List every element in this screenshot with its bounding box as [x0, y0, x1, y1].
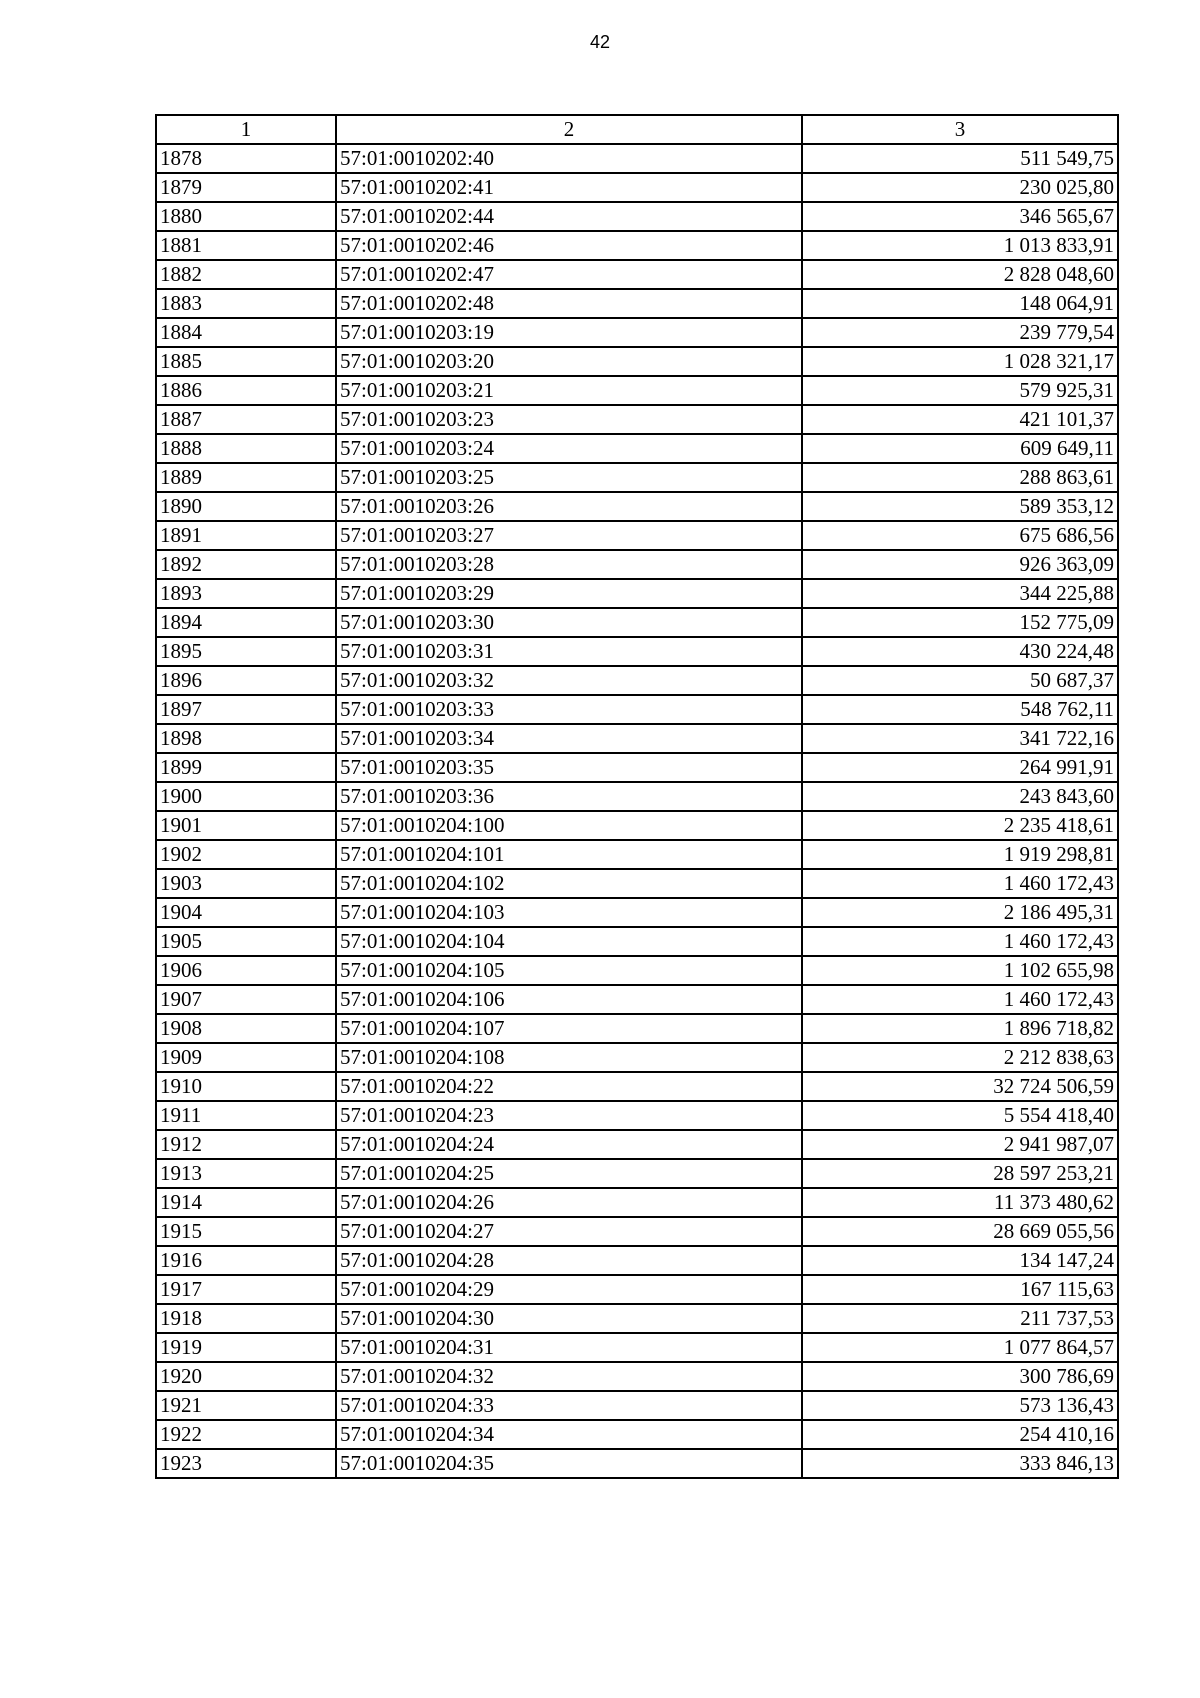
table-row: [156, 1072, 1118, 1101]
table-row: [156, 550, 1118, 579]
row-number: 1914: [156, 1188, 336, 1217]
cadastral-number: 57:01:0010204:103: [336, 898, 802, 927]
row-number: 1889: [156, 463, 336, 492]
column-header-3: 3: [802, 115, 1118, 144]
table-row: [156, 1159, 1118, 1188]
row-number: 1908: [156, 1014, 336, 1043]
cadastral-value: 511 549,75: [802, 144, 1118, 173]
table-row: [156, 898, 1118, 927]
cadastral-value: 2 941 987,07: [802, 1130, 1118, 1159]
cadastral-number: 57:01:0010204:22: [336, 1072, 802, 1101]
row-number: 1897: [156, 695, 336, 724]
row-number: 1887: [156, 405, 336, 434]
table-row: [156, 173, 1118, 202]
cadastral-number: 57:01:0010203:24: [336, 434, 802, 463]
row-number: 1910: [156, 1072, 336, 1101]
cadastral-number: 57:01:0010203:32: [336, 666, 802, 695]
cadastral-number: 57:01:0010204:24: [336, 1130, 802, 1159]
cadastral-number: 57:01:0010203:23: [336, 405, 802, 434]
table-row: [156, 521, 1118, 550]
cadastral-number: 57:01:0010202:46: [336, 231, 802, 260]
row-number: 1898: [156, 724, 336, 753]
table-row: [156, 202, 1118, 231]
cadastral-value: 1 460 172,43: [802, 927, 1118, 956]
row-number: 1904: [156, 898, 336, 927]
cadastral-number: 57:01:0010203:19: [336, 318, 802, 347]
table-row: [156, 1362, 1118, 1391]
row-number: 1882: [156, 260, 336, 289]
row-number: 1899: [156, 753, 336, 782]
row-number: 1884: [156, 318, 336, 347]
row-number: 1918: [156, 1304, 336, 1333]
table-row: [156, 231, 1118, 260]
cadastral-value: 32 724 506,59: [802, 1072, 1118, 1101]
cadastral-value: 1 028 321,17: [802, 347, 1118, 376]
cadastral-value: 254 410,16: [802, 1420, 1118, 1449]
cadastral-value: 1 102 655,98: [802, 956, 1118, 985]
row-number: 1883: [156, 289, 336, 318]
row-number: 1880: [156, 202, 336, 231]
cadastral-number: 57:01:0010204:26: [336, 1188, 802, 1217]
cadastral-number: 57:01:0010204:101: [336, 840, 802, 869]
cadastral-number: 57:01:0010203:25: [336, 463, 802, 492]
row-number: 1923: [156, 1449, 336, 1478]
column-header-2: 2: [336, 115, 802, 144]
cadastral-value: 2 235 418,61: [802, 811, 1118, 840]
cadastral-number: 57:01:0010204:106: [336, 985, 802, 1014]
cadastral-value: 341 722,16: [802, 724, 1118, 753]
cadastral-value: 346 565,67: [802, 202, 1118, 231]
row-number: 1905: [156, 927, 336, 956]
cadastral-value: 264 991,91: [802, 753, 1118, 782]
cadastral-value: 11 373 480,62: [802, 1188, 1118, 1217]
row-number: 1879: [156, 173, 336, 202]
cadastral-value: 430 224,48: [802, 637, 1118, 666]
cadastral-number: 57:01:0010203:28: [336, 550, 802, 579]
cadastral-value-table: [155, 114, 1119, 1479]
table-row: [156, 579, 1118, 608]
page-number: 42: [589, 32, 611, 52]
cadastral-value: 421 101,37: [802, 405, 1118, 434]
table-row: [156, 666, 1118, 695]
row-number: 1893: [156, 579, 336, 608]
cadastral-value: 333 846,13: [802, 1449, 1118, 1478]
cadastral-number: 57:01:0010203:27: [336, 521, 802, 550]
cadastral-value: 1 077 864,57: [802, 1333, 1118, 1362]
table-row: [156, 1275, 1118, 1304]
table-row: [156, 1304, 1118, 1333]
table-header: [156, 115, 1118, 144]
cadastral-number: 57:01:0010203:30: [336, 608, 802, 637]
row-number: 1891: [156, 521, 336, 550]
cadastral-value: 548 762,11: [802, 695, 1118, 724]
row-number: 1912: [156, 1130, 336, 1159]
table-row: [156, 347, 1118, 376]
cadastral-number: 57:01:0010203:34: [336, 724, 802, 753]
cadastral-value: 926 363,09: [802, 550, 1118, 579]
row-number: 1906: [156, 956, 336, 985]
cadastral-value: 589 353,12: [802, 492, 1118, 521]
cadastral-value: 344 225,88: [802, 579, 1118, 608]
row-number: 1890: [156, 492, 336, 521]
row-number: 1916: [156, 1246, 336, 1275]
table-row: [156, 985, 1118, 1014]
row-number: 1911: [156, 1101, 336, 1130]
cadastral-value: 243 843,60: [802, 782, 1118, 811]
cadastral-number: 57:01:0010204:23: [336, 1101, 802, 1130]
table-row: [156, 463, 1118, 492]
table-body: [156, 144, 1118, 1478]
cadastral-number: 57:01:0010204:28: [336, 1246, 802, 1275]
table-row: [156, 869, 1118, 898]
cadastral-number: 57:01:0010202:40: [336, 144, 802, 173]
row-number: 1902: [156, 840, 336, 869]
row-number: 1896: [156, 666, 336, 695]
table-row: [156, 1130, 1118, 1159]
cadastral-value: 2 828 048,60: [802, 260, 1118, 289]
cadastral-value: 148 064,91: [802, 289, 1118, 318]
table-row: [156, 1420, 1118, 1449]
cadastral-number: 57:01:0010204:107: [336, 1014, 802, 1043]
cadastral-number: 57:01:0010203:29: [336, 579, 802, 608]
table-row: [156, 1217, 1118, 1246]
row-number: 1892: [156, 550, 336, 579]
row-number: 1915: [156, 1217, 336, 1246]
table-row: [156, 695, 1118, 724]
table-row: [156, 1188, 1118, 1217]
cadastral-value: 1 460 172,43: [802, 869, 1118, 898]
cadastral-value: 5 554 418,40: [802, 1101, 1118, 1130]
table-row: [156, 927, 1118, 956]
table-row: [156, 376, 1118, 405]
cadastral-number: 57:01:0010202:41: [336, 173, 802, 202]
cadastral-number: 57:01:0010204:35: [336, 1449, 802, 1478]
cadastral-number: 57:01:0010203:26: [336, 492, 802, 521]
row-number: 1878: [156, 144, 336, 173]
cadastral-number: 57:01:0010204:34: [336, 1420, 802, 1449]
table-row: [156, 1101, 1118, 1130]
cadastral-number: 57:01:0010204:102: [336, 869, 802, 898]
row-number: 1894: [156, 608, 336, 637]
cadastral-number: 57:01:0010202:47: [336, 260, 802, 289]
table-row: [156, 753, 1118, 782]
table-row: [156, 492, 1118, 521]
table-row: [156, 1014, 1118, 1043]
cadastral-number: 57:01:0010203:36: [336, 782, 802, 811]
cadastral-value: 675 686,56: [802, 521, 1118, 550]
cadastral-value: 288 863,61: [802, 463, 1118, 492]
row-number: 1917: [156, 1275, 336, 1304]
table-row: [156, 289, 1118, 318]
row-number: 1885: [156, 347, 336, 376]
cadastral-value: 134 147,24: [802, 1246, 1118, 1275]
cadastral-value: 1 013 833,91: [802, 231, 1118, 260]
table-row: [156, 637, 1118, 666]
table-row: [156, 260, 1118, 289]
cadastral-value: 1 919 298,81: [802, 840, 1118, 869]
cadastral-value: 211 737,53: [802, 1304, 1118, 1333]
cadastral-number: 57:01:0010204:32: [336, 1362, 802, 1391]
cadastral-number: 57:01:0010204:29: [336, 1275, 802, 1304]
cadastral-value: 579 925,31: [802, 376, 1118, 405]
cadastral-number: 57:01:0010204:27: [336, 1217, 802, 1246]
cadastral-value: 300 786,69: [802, 1362, 1118, 1391]
table-row: [156, 318, 1118, 347]
table-row: [156, 1043, 1118, 1072]
cadastral-value: 2 212 838,63: [802, 1043, 1118, 1072]
row-number: 1909: [156, 1043, 336, 1072]
table-row: [156, 608, 1118, 637]
row-number: 1921: [156, 1391, 336, 1420]
cadastral-number: 57:01:0010202:44: [336, 202, 802, 231]
cadastral-value: 28 669 055,56: [802, 1217, 1118, 1246]
row-number: 1888: [156, 434, 336, 463]
table-row: [156, 956, 1118, 985]
table-row: [156, 405, 1118, 434]
cadastral-value: 50 687,37: [802, 666, 1118, 695]
row-number: 1900: [156, 782, 336, 811]
column-header-1: 1: [156, 115, 336, 144]
table-row: [156, 1246, 1118, 1275]
table-row: [156, 724, 1118, 753]
cadastral-number: 57:01:0010203:31: [336, 637, 802, 666]
table-row: [156, 434, 1118, 463]
row-number: 1919: [156, 1333, 336, 1362]
header-row: [156, 115, 1118, 144]
cadastral-value: 2 186 495,31: [802, 898, 1118, 927]
cadastral-value: 239 779,54: [802, 318, 1118, 347]
cadastral-value: 1 896 718,82: [802, 1014, 1118, 1043]
row-number: 1881: [156, 231, 336, 260]
table-row: [156, 840, 1118, 869]
row-number: 1886: [156, 376, 336, 405]
cadastral-number: 57:01:0010204:33: [336, 1391, 802, 1420]
cadastral-value: 1 460 172,43: [802, 985, 1118, 1014]
table-row: [156, 144, 1118, 173]
cadastral-value: 609 649,11: [802, 434, 1118, 463]
cadastral-number: 57:01:0010204:104: [336, 927, 802, 956]
cadastral-number: 57:01:0010202:48: [336, 289, 802, 318]
cadastral-value: 167 115,63: [802, 1275, 1118, 1304]
table-row: [156, 1449, 1118, 1478]
cadastral-number: 57:01:0010204:25: [336, 1159, 802, 1188]
cadastral-value: 230 025,80: [802, 173, 1118, 202]
cadastral-number: 57:01:0010203:35: [336, 753, 802, 782]
cadastral-value: 152 775,09: [802, 608, 1118, 637]
cadastral-number: 57:01:0010204:30: [336, 1304, 802, 1333]
cadastral-number: 57:01:0010203:20: [336, 347, 802, 376]
cadastral-number: 57:01:0010204:100: [336, 811, 802, 840]
cadastral-value: 573 136,43: [802, 1391, 1118, 1420]
cadastral-number: 57:01:0010203:21: [336, 376, 802, 405]
row-number: 1922: [156, 1420, 336, 1449]
table-row: [156, 1391, 1118, 1420]
row-number: 1903: [156, 869, 336, 898]
table-row: [156, 782, 1118, 811]
row-number: 1913: [156, 1159, 336, 1188]
row-number: 1907: [156, 985, 336, 1014]
row-number: 1895: [156, 637, 336, 666]
table-row: [156, 811, 1118, 840]
table-row: [156, 1333, 1118, 1362]
cadastral-number: 57:01:0010204:31: [336, 1333, 802, 1362]
cadastral-number: 57:01:0010203:33: [336, 695, 802, 724]
cadastral-number: 57:01:0010204:105: [336, 956, 802, 985]
cadastral-value: 28 597 253,21: [802, 1159, 1118, 1188]
row-number: 1920: [156, 1362, 336, 1391]
cadastral-number: 57:01:0010204:108: [336, 1043, 802, 1072]
row-number: 1901: [156, 811, 336, 840]
